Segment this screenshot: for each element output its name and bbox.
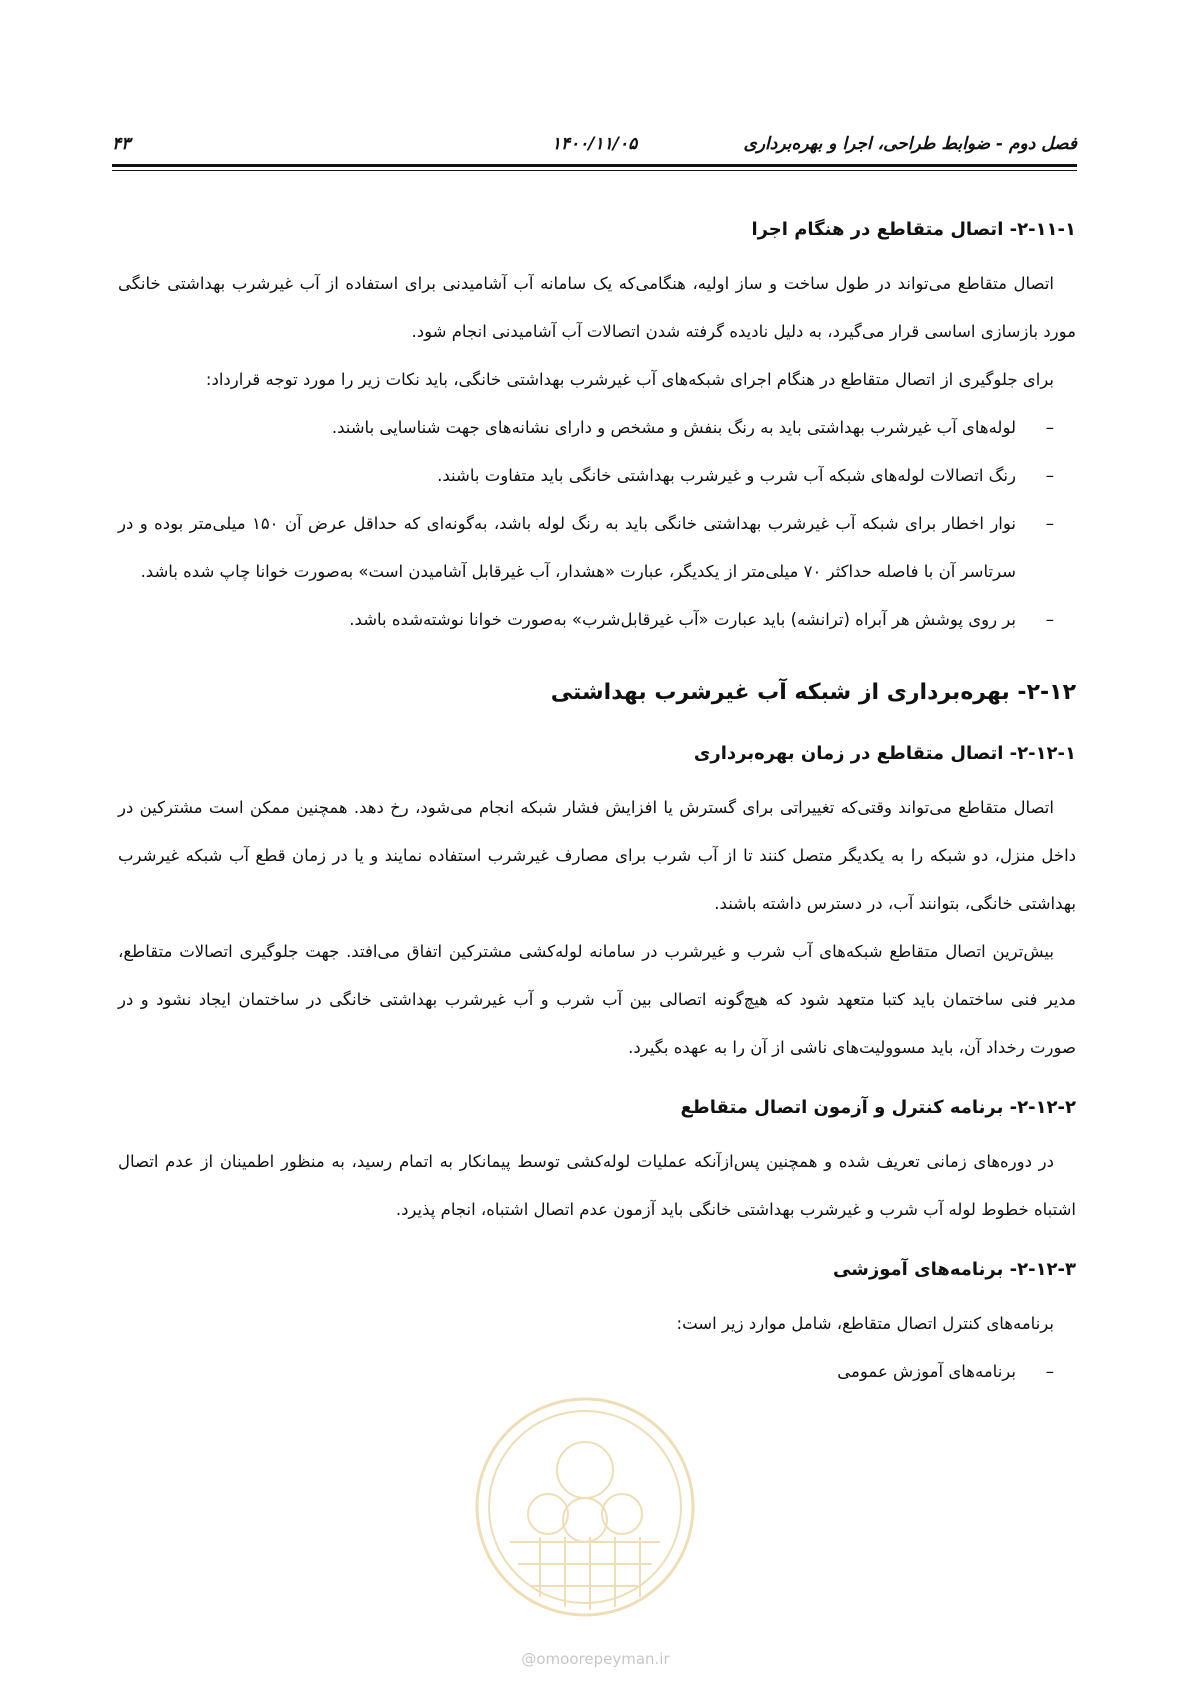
- dash-list: [118, 1348, 1076, 1396]
- section-heading-2-12: ۲-۱۲- بهره‌برداری از شبکه آب غیرشرب بهداشتی: [550, 680, 1076, 705]
- watermark-url: @omoorepeyman.ir: [521, 1650, 670, 1668]
- list-item: – لوله‌های آب غیرشرب بهداشتی باید به رنگ بنفش و مشخص و دارای نشانه‌های جهت شناسایی باشند.: [118, 404, 1076, 452]
- seal-logo-icon: [470, 1392, 700, 1627]
- list-item: – برنامه‌های آموزش عمومی: [118, 1348, 1076, 1396]
- page-body: [118, 208, 1076, 1396]
- section-heading-2-12-3: ۲-۱۲-۳- برنامه‌های آموزشی: [832, 1259, 1076, 1280]
- section-heading-2-12-2: ۲-۱۲-۲- برنامه کنترل و آزمون اتصال متقاطع: [680, 1097, 1076, 1118]
- header-rule-thin: [112, 170, 1077, 171]
- paragraph: اتصال متقاطع می‌تواند وقتی‌که تغییراتی برای گسترش یا افزایش فشار شبکه انجام می‌شود، رخ دهد. همچنین ممکن است مشترکین در داخل منزل، دو شبکه را به یکدیگر متصل کنند تا از آب شرب برای مصارف غیرشرب استفاده نمایند و یا در زمان قطع آب شبکه غیرشرب بهداشتی خانگی، بتوانند آب، در دسترس داشته باشند.: [118, 798, 1076, 913]
- paragraph: برای جلوگیری از اتصال متقاطع در هنگام اجرای شبکه‌های آب غیرشرب بهداشتی خانگی، باید نکات زیر را مورد توجه قرارداد:: [205, 370, 1054, 389]
- page-number: ۴۳: [112, 134, 131, 154]
- header-date: ۱۴۰۰/۱۱/۰۵: [551, 134, 638, 154]
- paragraph: بیش‌ترین اتصال متقاطع شبکه‌های آب شرب و غیرشرب در سامانه لوله‌کشی مشترکین اتفاق می‌افتد. جهت جلوگیری اتصالات متقاطع، مدیر فنی ساختمان باید کتبا متعهد شود که هیچ‌گونه اتصالی بین آب شرب و آب غیرشرب بهداشتی خانگی در ساختمان ایجاد نشود و در صورت رخداد آن، باید مسوولیت‌های ناشی از آن را به عهده بگیرد.: [118, 942, 1076, 1057]
- list-item: – نوار اخطار برای شبکه آب غیرشرب بهداشتی خانگی باید به رنگ لوله باشد، به‌گونه‌ای که حداقل عرض آن ۱۵۰ میلی‌متر بوده و در سرتاسر آن با فاصله حداکثر ۷۰ میلی‌متر از یکدیگر، عبارت «هشدار، آب غیرقابل آشامیدن است» به‌صورت خوانا چاپ شده باشد.: [118, 500, 1076, 596]
- page-header: [112, 128, 1077, 158]
- section-heading-2-11-1: ۲-۱۱-۱- اتصال متقاطع در هنگام اجرا: [751, 219, 1076, 240]
- paragraph: اتصال متقاطع می‌تواند در طول ساخت و ساز اولیه، هنگامی‌که یک سامانه آب آشامیدنی برای استفاده از آب غیرشرب بهداشتی خانگی مورد بازسازی اساسی قرار می‌گیرد، به دلیل نادیده گرفته شدن اتصالات آب آشامیدنی انجام شود.: [118, 274, 1076, 341]
- paragraph: برنامه‌های کنترل اتصال متقاطع، شامل موارد زیر است:: [676, 1314, 1054, 1333]
- list-item: – بر روی پوشش هر آبراه (ترانشه) باید عبارت «آب غیرقابل‌شرب» به‌صورت خوانا نوشته‌شده باشد.: [118, 596, 1076, 644]
- list-item: – رنگ اتصالات لوله‌های شبکه آب شرب و غیرشرب بهداشتی خانگی باید متفاوت باشند.: [118, 452, 1076, 500]
- section-heading-2-12-1: ۲-۱۲-۱- اتصال متقاطع در زمان بهره‌برداری: [693, 743, 1076, 764]
- header-rule-thick: [112, 164, 1077, 167]
- paragraph: در دوره‌های زمانی تعریف شده و همچنین پس‌ازآنکه عملیات لوله‌کشی توسط پیمانکار به اتمام رسید، به منظور اطمینان از عدم اتصال اشتباه خطوط لوله آب شرب و غیرشرب بهداشتی خانگی باید آزمون عدم اتصال اشتباه، انجام پذیرد.: [118, 1152, 1076, 1219]
- chapter-title: فصل دوم - ضوابط طراحی، اجرا و بهره‌برداری: [743, 134, 1077, 154]
- dash-list: [118, 404, 1076, 644]
